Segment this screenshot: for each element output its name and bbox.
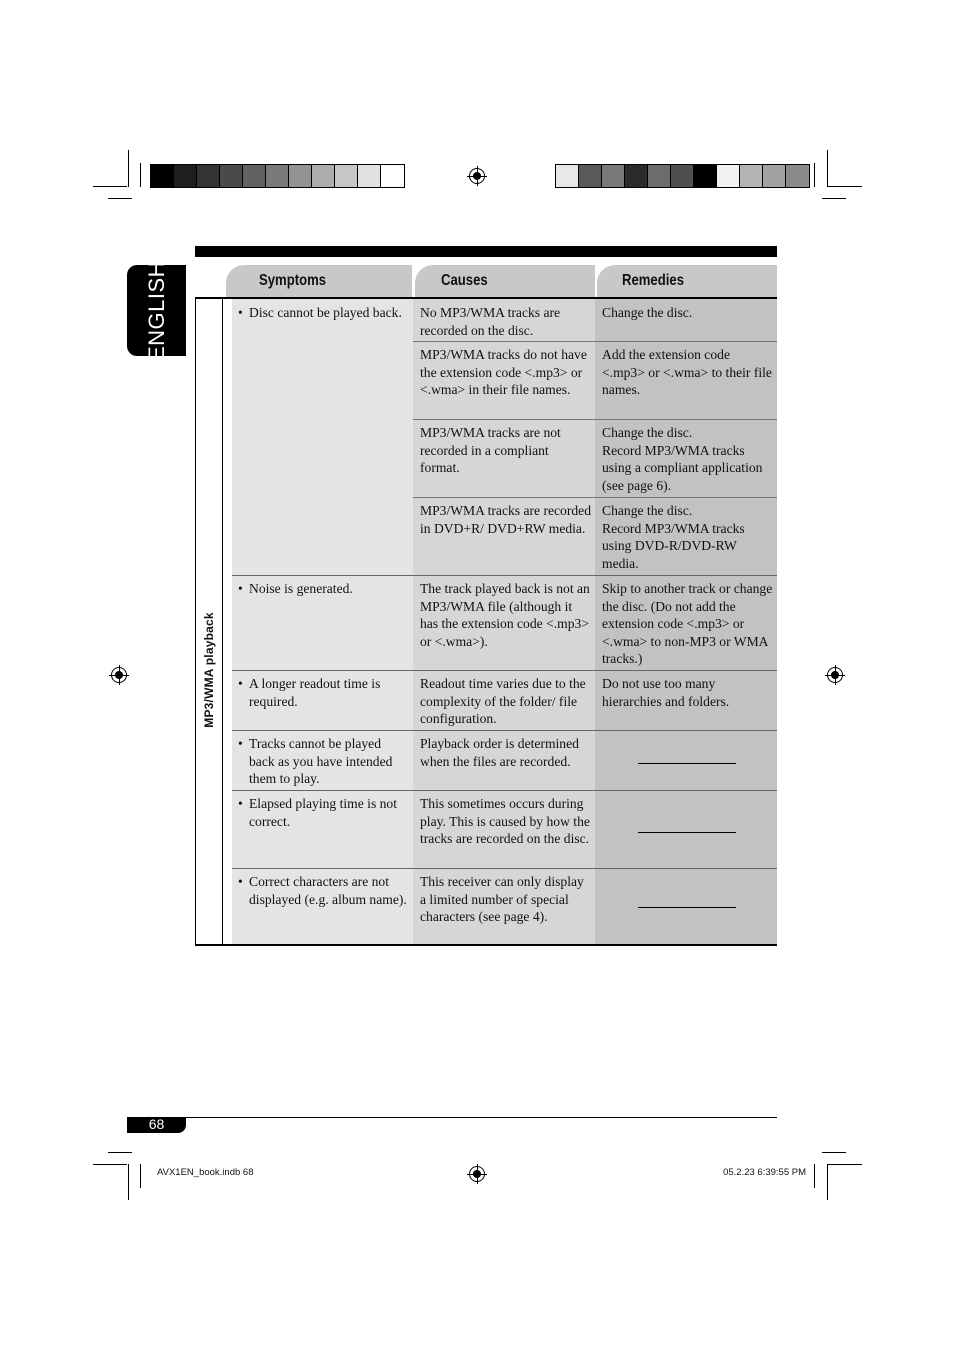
remedy-cell — [595, 730, 777, 790]
symptom-text: • Tracks cannot be played back as you have intended them to play. — [232, 730, 413, 788]
registration-mark-icon — [469, 1166, 485, 1182]
cause-cell — [413, 670, 595, 730]
symptom-cell — [232, 730, 413, 790]
row-divider — [232, 730, 777, 731]
color-swatch — [312, 165, 335, 187]
color-swatch — [381, 165, 404, 187]
cause-text: Readout time varies due to the complexity of the folder/ file configuration. — [420, 676, 586, 727]
empty-remedy-dash — [638, 763, 736, 764]
registration-mark-icon — [469, 168, 485, 184]
remedy-cell — [595, 299, 777, 341]
remedy-cell — [595, 868, 777, 944]
footer-timestamp: 05.2.23 6:39:55 PM — [723, 1167, 806, 1178]
color-swatch — [579, 165, 602, 187]
header-remedies — [597, 265, 777, 298]
cause-cell — [413, 299, 595, 341]
remedy-text: Change the disc. Record MP3/WMA tracks using DVD-R/DVD-RW media. — [602, 503, 745, 571]
language-tab — [127, 260, 186, 361]
color-calibration-bar-left — [150, 164, 405, 188]
symptom-cell — [232, 790, 413, 868]
language-tab-label: ENGLISH — [143, 260, 169, 361]
symptom-text: • Elapsed playing time is not correct. — [232, 790, 413, 830]
section-label: MP3/WMA playback — [202, 612, 216, 728]
color-swatch — [151, 165, 174, 187]
cause-text: This sometimes occurs during play. This is caused by how the tracks are recorded on the disc. — [420, 796, 590, 847]
cause-cell — [413, 868, 595, 944]
section-sidebar — [195, 298, 223, 945]
cause-cell — [413, 497, 595, 575]
color-swatch — [625, 165, 648, 187]
symptom-cell — [232, 670, 413, 730]
cause-text: Playback order is determined when the files are recorded. — [420, 736, 579, 769]
header-symptoms-label: Symptoms — [259, 272, 327, 289]
cause-text: No MP3/WMA tracks are recorded on the disc. — [420, 305, 561, 338]
cause-text: MP3/WMA tracks do not have the extension code <.mp3> or <.wma> in their file names. — [420, 347, 587, 398]
page-number-tab — [127, 1117, 186, 1133]
remedy-text: Change the disc. — [602, 305, 693, 320]
cause-cell — [413, 341, 595, 419]
symptom-text: • Noise is generated. — [232, 575, 413, 598]
cause-cell — [413, 575, 595, 670]
color-swatch — [335, 165, 358, 187]
remedy-cell — [595, 419, 777, 497]
cause-cell — [413, 730, 595, 790]
cause-cell — [413, 419, 595, 497]
remedy-text: Change the disc. Record MP3/WMA tracks using a compliant application (see page 6). — [602, 425, 763, 493]
remedy-cell — [595, 497, 777, 575]
symptom-cell — [232, 575, 413, 670]
cause-text: MP3/WMA tracks are not recorded in a compliant format. — [420, 425, 561, 476]
symptom-text: • A longer readout time is required. — [232, 670, 413, 710]
color-swatch — [358, 165, 381, 187]
header-remedies-label: Remedies — [622, 272, 684, 289]
sub-row-divider — [413, 419, 777, 420]
color-swatch — [648, 165, 671, 187]
color-swatch — [671, 165, 694, 187]
remedy-text: Do not use too many hierarchies and folders. — [602, 676, 730, 709]
color-swatch — [266, 165, 289, 187]
empty-remedy-dash — [638, 832, 736, 833]
cause-cell — [413, 790, 595, 868]
color-swatch — [740, 165, 763, 187]
color-swatch — [174, 165, 197, 187]
symptom-text: • Correct characters are not displayed (e.g. album name). — [232, 868, 413, 908]
cause-text: The track played back is not an MP3/WMA file (although it has the extension code <.mp3> or <.wma>). — [420, 581, 590, 649]
footer-rule — [127, 1117, 777, 1118]
registration-mark-icon — [827, 667, 843, 683]
remedy-text: Skip to another track or change the disc. (Do not add the extension code <.mp3> or <.wma> to non-MP3 or WMA tracks.) — [602, 581, 773, 667]
remedy-cell — [595, 790, 777, 868]
color-swatch — [717, 165, 740, 187]
color-calibration-bar-right — [555, 164, 810, 188]
color-swatch — [694, 165, 717, 187]
color-swatch — [786, 165, 809, 187]
remedy-cell — [595, 670, 777, 730]
sub-row-divider — [413, 497, 777, 498]
row-divider — [232, 790, 777, 791]
header-symptoms — [226, 265, 412, 298]
symptom-text: • Disc cannot be played back. — [232, 299, 413, 322]
cause-text: This receiver can only display a limited number of special characters (see page 4). — [420, 874, 584, 925]
symptom-cell — [232, 868, 413, 944]
row-divider — [232, 868, 777, 869]
color-swatch — [763, 165, 786, 187]
row-divider — [232, 575, 777, 576]
header-causes — [415, 265, 595, 298]
color-swatch — [243, 165, 266, 187]
remedy-cell — [595, 341, 777, 419]
empty-remedy-dash — [638, 907, 736, 908]
sub-row-divider — [413, 341, 777, 342]
footer-file-name: AVX1EN_book.indb 68 — [157, 1167, 254, 1178]
color-swatch — [220, 165, 243, 187]
symptom-cell — [232, 299, 413, 575]
registration-mark-icon — [111, 667, 127, 683]
color-swatch — [556, 165, 579, 187]
table-bottom-line — [195, 944, 777, 946]
color-swatch — [197, 165, 220, 187]
color-swatch — [602, 165, 625, 187]
color-swatch — [289, 165, 312, 187]
remedy-cell — [595, 575, 777, 670]
cause-text: MP3/WMA tracks are recorded in DVD+R/ DVD+RW media. — [420, 503, 591, 536]
header-causes-label: Causes — [441, 272, 488, 289]
table-top-bar — [195, 246, 777, 257]
page-number: 68 — [148, 1116, 165, 1132]
row-divider — [232, 670, 777, 671]
remedy-text: Add the extension code <.mp3> or <.wma> to their file names. — [602, 347, 772, 398]
